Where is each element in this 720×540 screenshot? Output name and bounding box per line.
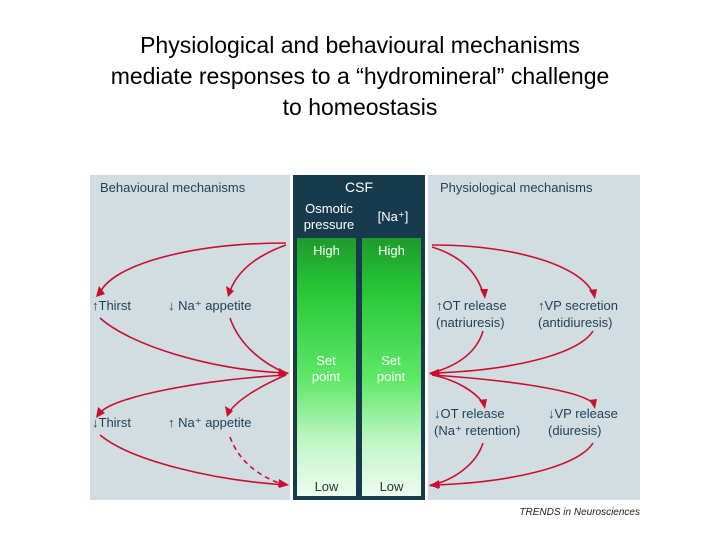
behavioural-arrows	[90, 175, 290, 500]
osmotic-high: High	[313, 243, 340, 258]
ot-release-increase-label: ↑OT release (natriuresis)	[436, 298, 507, 330]
arrow-to-na-up	[230, 375, 286, 411]
osmotic-pressure-title: Osmotic pressure	[303, 201, 355, 232]
arrow-ot-up-return	[432, 331, 483, 373]
na-appetite-increase-label: ↑ Na⁺ appetite	[168, 415, 252, 430]
arrow-to-thirst-down	[100, 375, 286, 413]
vp-secretion-increase-label: ↑VP secretion (antidiuresis)	[538, 298, 618, 330]
thirst-increase-label: ↑Thirst	[92, 298, 131, 313]
physiological-panel	[428, 175, 640, 500]
physiological-arrows	[428, 175, 640, 500]
arrow-to-vp-down	[432, 375, 593, 403]
arrow-high-return	[230, 318, 286, 373]
arrow-to-vp-up	[432, 245, 593, 293]
thirst-decrease-label: ↓Thirst	[92, 415, 131, 430]
na-set-point: Set point	[376, 353, 406, 384]
arrow-thirst-down-return	[100, 435, 286, 485]
source-credit: TRENDS in Neurosciences	[519, 507, 640, 518]
na-concentration-title: [Na⁺]	[377, 209, 409, 224]
arrow-to-na-down	[230, 245, 286, 291]
csf-header: CSF	[345, 179, 373, 195]
arrow-vp-down-return	[432, 443, 593, 485]
arrow-vp-up-return	[432, 331, 593, 373]
osmotic-set-point: Set point	[311, 353, 341, 384]
na-high: High	[378, 243, 405, 258]
osmotic-low: Low	[314, 479, 339, 494]
na-low: Low	[379, 479, 404, 494]
behavioural-panel	[90, 175, 290, 500]
behavioural-header: Behavioural mechanisms	[100, 180, 246, 195]
vp-release-decrease-label: ↓VP release (diuresis)	[548, 406, 618, 438]
na-appetite-decrease-label: ↓ Na⁺ appetite	[168, 298, 252, 313]
arrow-to-thirst-up	[100, 243, 286, 293]
figure	[90, 175, 640, 500]
arrow-to-ot-up	[432, 247, 483, 293]
arrowhead-na-up-return	[278, 479, 289, 487]
arrowhead-na-down	[226, 286, 234, 297]
csf-panel	[293, 175, 425, 500]
ot-release-decrease-label: ↓OT release (Na⁺ retention)	[434, 406, 521, 438]
physiological-header: Physiological mechanisms	[440, 180, 593, 195]
slide-title: Physiological and behavioural mechanisms mediate responses to a “hydromineral” challenge to homeostasis	[110, 32, 610, 120]
arrow-thirst-return	[100, 318, 286, 373]
arrow-na-up-dashed	[230, 437, 286, 485]
arrowhead-vp-down-return	[429, 481, 439, 489]
arrow-ot-down-return	[432, 443, 483, 485]
